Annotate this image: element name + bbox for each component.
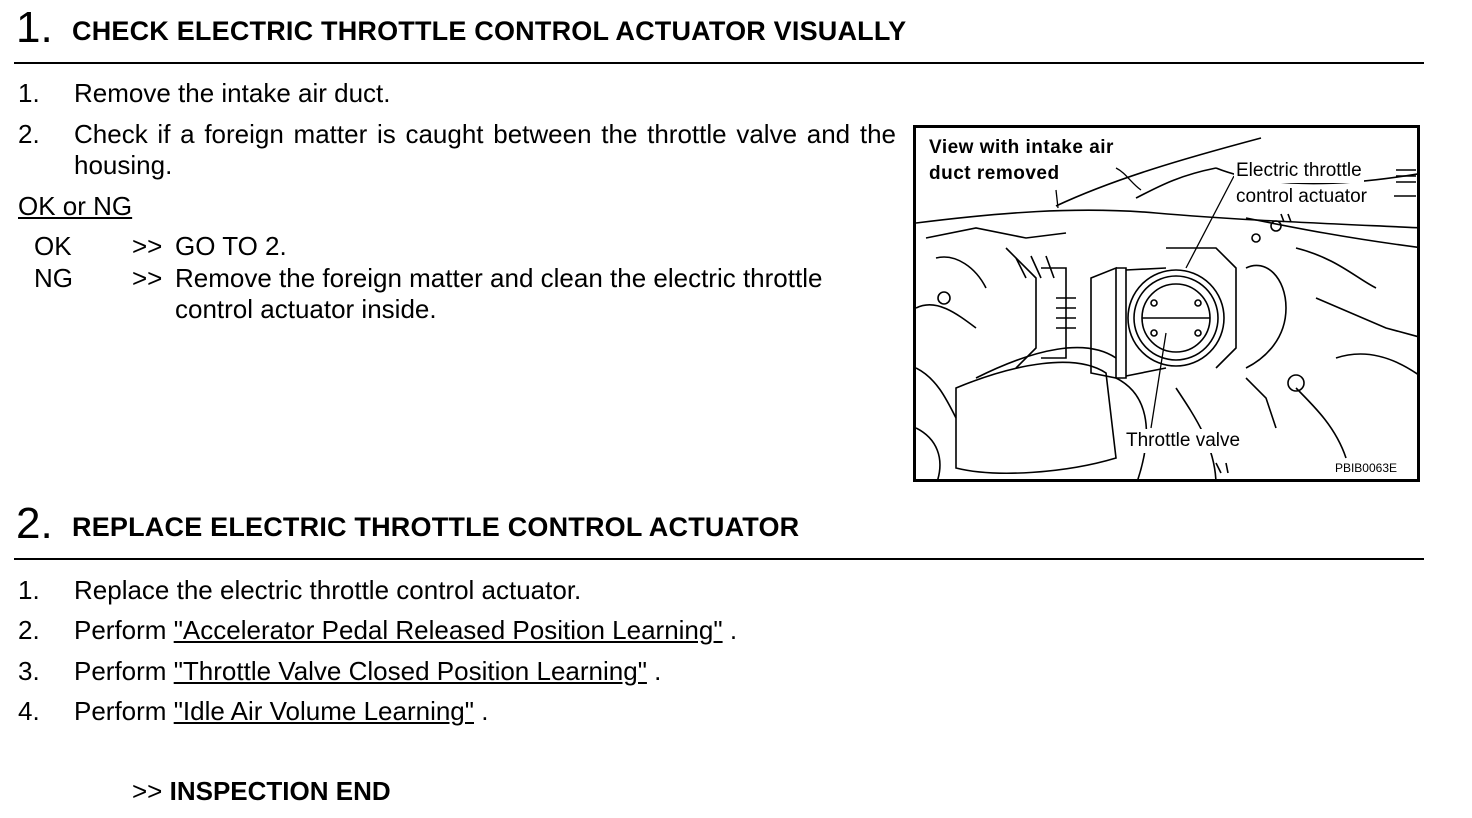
s2-step-3-line xyxy=(74,656,661,687)
s1-step-1-number: 1. xyxy=(18,78,40,108)
s2-step-4-line xyxy=(74,696,488,727)
figure-view-caption-line2: duct removed xyxy=(929,163,1060,184)
s2-step-3-suffix: . xyxy=(646,656,662,686)
s2-step-1-number: 1. xyxy=(18,575,40,605)
link-accelerator-pedal-released-position-learning[interactable]: "Accelerator Pedal Released Position Learning" xyxy=(173,615,723,645)
figure-label-throttle-valve: Throttle valve xyxy=(1126,430,1241,451)
section-2-divider xyxy=(14,558,1424,560)
result-ok-action: GO TO 2. xyxy=(175,231,287,261)
s2-step-2-line xyxy=(74,615,737,646)
s2-step-2-number: 2. xyxy=(18,615,40,645)
figure-view-caption-line1: View with intake air xyxy=(929,137,1114,158)
result-ng-action: Remove the foreign matter and clean the electric throttle control actuator inside. xyxy=(175,263,823,324)
s1-step-2-number: 2. xyxy=(18,119,40,149)
link-throttle-valve-closed-position-learning[interactable]: "Throttle Valve Closed Position Learning" xyxy=(173,656,647,686)
s2-step-2-suffix: . xyxy=(722,615,738,645)
ok-or-ng-heading: OK or NG xyxy=(18,191,133,221)
s2-step-4-prefix: Perform xyxy=(74,696,174,726)
s1-step-2-text: Check if a foreign matter is caught between the throttle valve and the housing. xyxy=(74,119,896,180)
section-2-number: 2. xyxy=(16,499,53,548)
result-ok-code: OK xyxy=(34,231,72,261)
s2-step-4-number: 4. xyxy=(18,696,40,726)
s2-step-1-text: Replace the electric throttle control actuator. xyxy=(74,575,582,605)
figure-code: PBIB0063E xyxy=(1334,461,1397,475)
figure-label-actuator-line1: Electric throttle xyxy=(1236,160,1362,181)
s2-step-3-prefix: Perform xyxy=(74,656,174,686)
inspection-end xyxy=(132,776,391,807)
section-1-divider xyxy=(14,62,1424,64)
s2-step-4-suffix: . xyxy=(474,696,489,726)
result-ok-arrow: >> xyxy=(132,231,163,261)
section-2-title: REPLACE ELECTRIC THROTTLE CONTROL ACTUATOR xyxy=(72,512,800,542)
s1-step-1-text: Remove the intake air duct. xyxy=(74,78,391,108)
s2-step-3-number: 3. xyxy=(18,656,40,686)
section-1-number: 1. xyxy=(16,3,53,52)
result-ng-arrow: >> xyxy=(132,263,163,293)
link-idle-air-volume-learning[interactable]: "Idle Air Volume Learning" xyxy=(173,696,474,726)
inspection-end-arrow: >> xyxy=(132,776,163,806)
s2-step-2-prefix: Perform xyxy=(74,615,174,645)
section-1-title: CHECK ELECTRIC THROTTLE CONTROL ACTUATOR VISUALLY xyxy=(72,16,907,46)
inspection-end-text: INSPECTION END xyxy=(169,776,391,806)
throttle-actuator-figure xyxy=(913,125,1420,482)
figure-label-actuator-line2: control actuator xyxy=(1236,186,1367,207)
result-ng-code: NG xyxy=(34,263,73,293)
